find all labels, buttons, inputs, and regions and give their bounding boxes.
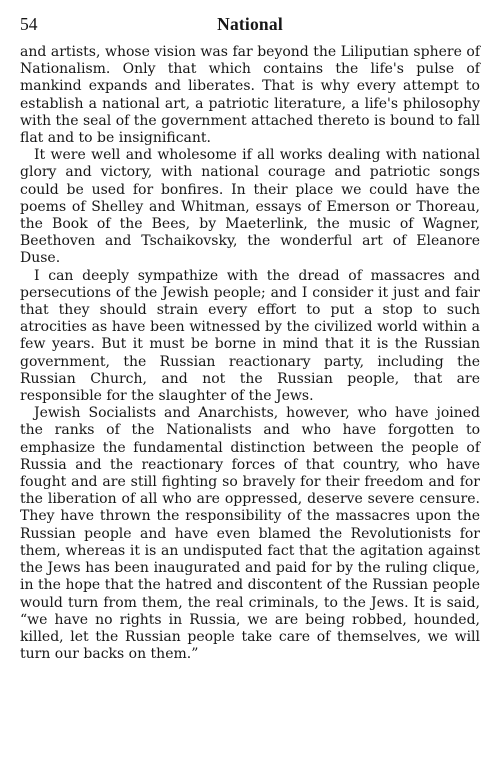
paragraph-socialists: Jewish Socialists and Anarchists, however, who have joined the ranks of the Nationalists and who have forgotten to emphasize the fundamental distinction between the people of Russia and the reactionary forces of that country, who have fought and are still fighting so bravely for their freedom and for the liberation of all who are oppressed, deserve severe censure. They have thrown the responsibility of the massacres upon the Russian people and have even blamed the Revolutionists for them, whereas it is an undisputed fact that the agitation against the Jews has been inaugurated and paid for by the ruling clique, in the hope that the hatred and discontent of the Russian people would turn from them, the real criminals, to the Jews. It is said, “we have no rights in Russia, we are being robbed, hounded, killed, let the Russian people take care of themselves, we will turn our backs on them.” (20, 405, 480, 663)
body-text (20, 44, 480, 663)
paragraph-bonfires: It were well and wholesome if all works dealing with national glory and victory, with national courage and patriotic songs could be used for bonfires. In their place we could have the poems of Shelley and Whitman, essays of Emerson or Thoreau, the Book of the Bees, by Maeterlink, the music of Wagner, Beethoven and Tschaikovsky, the wonderful art of Eleanore Duse. (20, 147, 480, 267)
running-title: National (217, 14, 283, 34)
book-page (20, 10, 480, 663)
running-head (20, 10, 480, 38)
paragraph-continued: and artists, whose vision was far beyond the Liliputian sphere of Nationalism. Only that which contains the life's pulse of mankind expands and liberates. That is why every attempt to establish a national art, a patriotic literature, a life's philosophy with the seal of the government attached thereto is bound to fall flat and to be insignificant. (20, 44, 480, 147)
paragraph-massacres: I can deeply sympathize with the dread of massacres and persecutions of the Jewish people; and I consider it just and fair that they should strain every effort to put a stop to such atrocities as have been witnessed by the civilized world within a few years. But it must be borne in mind that it is the Russian government, the Russian reactionary party, including the Russian Church, and not the Russian people, that are responsible for the slaughter of the Jews. (20, 267, 480, 405)
page-number: 54 (20, 14, 38, 34)
